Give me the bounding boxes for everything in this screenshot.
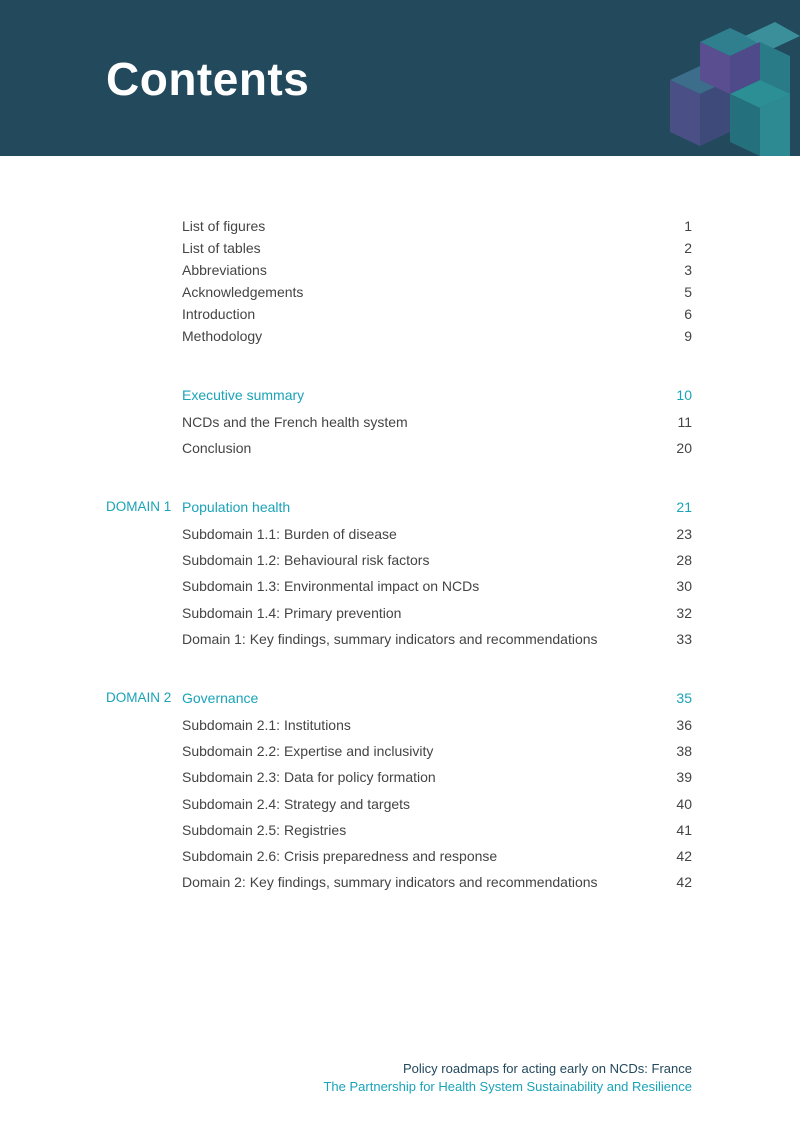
toc-entry-page: 5 [684,284,692,300]
toc-entry-label: Subdomain 2.1: Institutions [182,717,351,733]
toc-entry-page: 39 [676,769,692,785]
toc-entry[interactable] [0,820,800,840]
cross-cubes-graphic [650,20,800,156]
toc-entry-page: 32 [676,605,692,621]
section-page: 21 [676,499,692,515]
toc-section-domain-2[interactable] [0,688,800,708]
toc-entry[interactable] [0,629,800,649]
toc-entry-page: 23 [676,526,692,542]
toc-entry-page: 41 [676,822,692,838]
toc-entry-page: 11 [677,414,692,430]
toc-entry-page: 40 [676,796,692,812]
toc-entry-label: Domain 2: Key findings, summary indicators and recommendations [182,874,598,890]
toc-entry-label: Subdomain 1.3: Environmental impact on NCDs [182,578,480,594]
toc-section-domain-1[interactable] [0,497,800,517]
toc-entry-label: Abbreviations [182,262,267,278]
toc-entry-page: 6 [684,306,692,322]
toc-entry[interactable] [0,767,800,787]
toc-entry-label: List of figures [182,218,266,234]
toc-entry[interactable] [0,576,800,596]
toc-entry[interactable] [0,326,800,346]
section-title: Governance [182,690,259,706]
toc-entry-label: Methodology [182,328,263,344]
toc-entry-label: Subdomain 1.2: Behavioural risk factors [182,552,430,568]
toc-entry[interactable] [0,603,800,623]
toc-entry[interactable] [0,238,800,258]
toc-entry[interactable] [0,260,800,280]
toc-entry-page: 28 [676,552,692,568]
toc-entry-page: 30 [676,578,692,594]
toc-entry[interactable] [0,524,800,544]
toc-entry-page: 42 [676,848,692,864]
toc-entry-page: 1 [684,218,692,234]
footer-report-title: Policy roadmaps for acting early on NCDs: France [402,1061,692,1076]
toc-entry-page: 38 [676,743,692,759]
toc-entry-page: 36 [676,717,692,733]
section-page: 35 [676,690,692,706]
toc-entry-label: Acknowledgements [182,284,304,300]
toc-entry-label: Subdomain 2.6: Crisis preparedness and response [182,848,498,864]
toc-entry[interactable] [0,741,800,761]
toc-entry[interactable] [0,715,800,735]
toc-entry[interactable] [0,872,800,892]
toc-entry-page: 3 [684,262,692,278]
toc-entry-page: 9 [684,328,692,344]
page-title: Contents [106,53,310,105]
toc-entry-label: Subdomain 2.4: Strategy and targets [182,796,411,812]
toc-entry[interactable] [0,846,800,866]
toc-entry-label: Subdomain 2.3: Data for policy formation [182,769,436,785]
toc-entry-label: Subdomain 2.2: Expertise and inclusivity [182,743,434,759]
toc-entry-label: NCDs and the French health system [182,414,408,430]
page-header [0,0,800,156]
section-title: Executive summary [182,387,305,403]
toc-entry[interactable] [0,438,800,458]
toc-entry[interactable] [0,412,800,432]
toc-entry[interactable] [0,550,800,570]
toc-entry-label: List of tables [182,240,261,256]
toc-entry-page: 33 [676,631,692,647]
section-title: Population health [182,499,291,515]
toc-section-executive-summary[interactable] [0,385,800,405]
toc-entry-page: 2 [684,240,692,256]
toc-entry-page: 42 [676,874,692,890]
footer-organization: The Partnership for Health System Sustainability and Resilience [323,1079,692,1094]
toc-entry[interactable] [0,282,800,302]
domain-tag: DOMAIN 2 [106,690,172,705]
domain-tag: DOMAIN 1 [106,499,172,514]
toc-entry-page: 20 [676,440,692,456]
toc-entry-label: Conclusion [182,440,252,456]
toc-entry[interactable] [0,216,800,236]
page-footer [323,1060,692,1096]
toc-entry-label: Domain 1: Key findings, summary indicators and recommendations [182,631,598,647]
section-page: 10 [676,387,692,403]
toc-entry-label: Introduction [182,306,256,322]
toc-entry-label: Subdomain 1.4: Primary prevention [182,605,402,621]
toc-entry-label: Subdomain 1.1: Burden of disease [182,526,397,542]
toc-entry-label: Subdomain 2.5: Registries [182,822,347,838]
toc-entry[interactable] [0,794,800,814]
toc-entry[interactable] [0,304,800,324]
